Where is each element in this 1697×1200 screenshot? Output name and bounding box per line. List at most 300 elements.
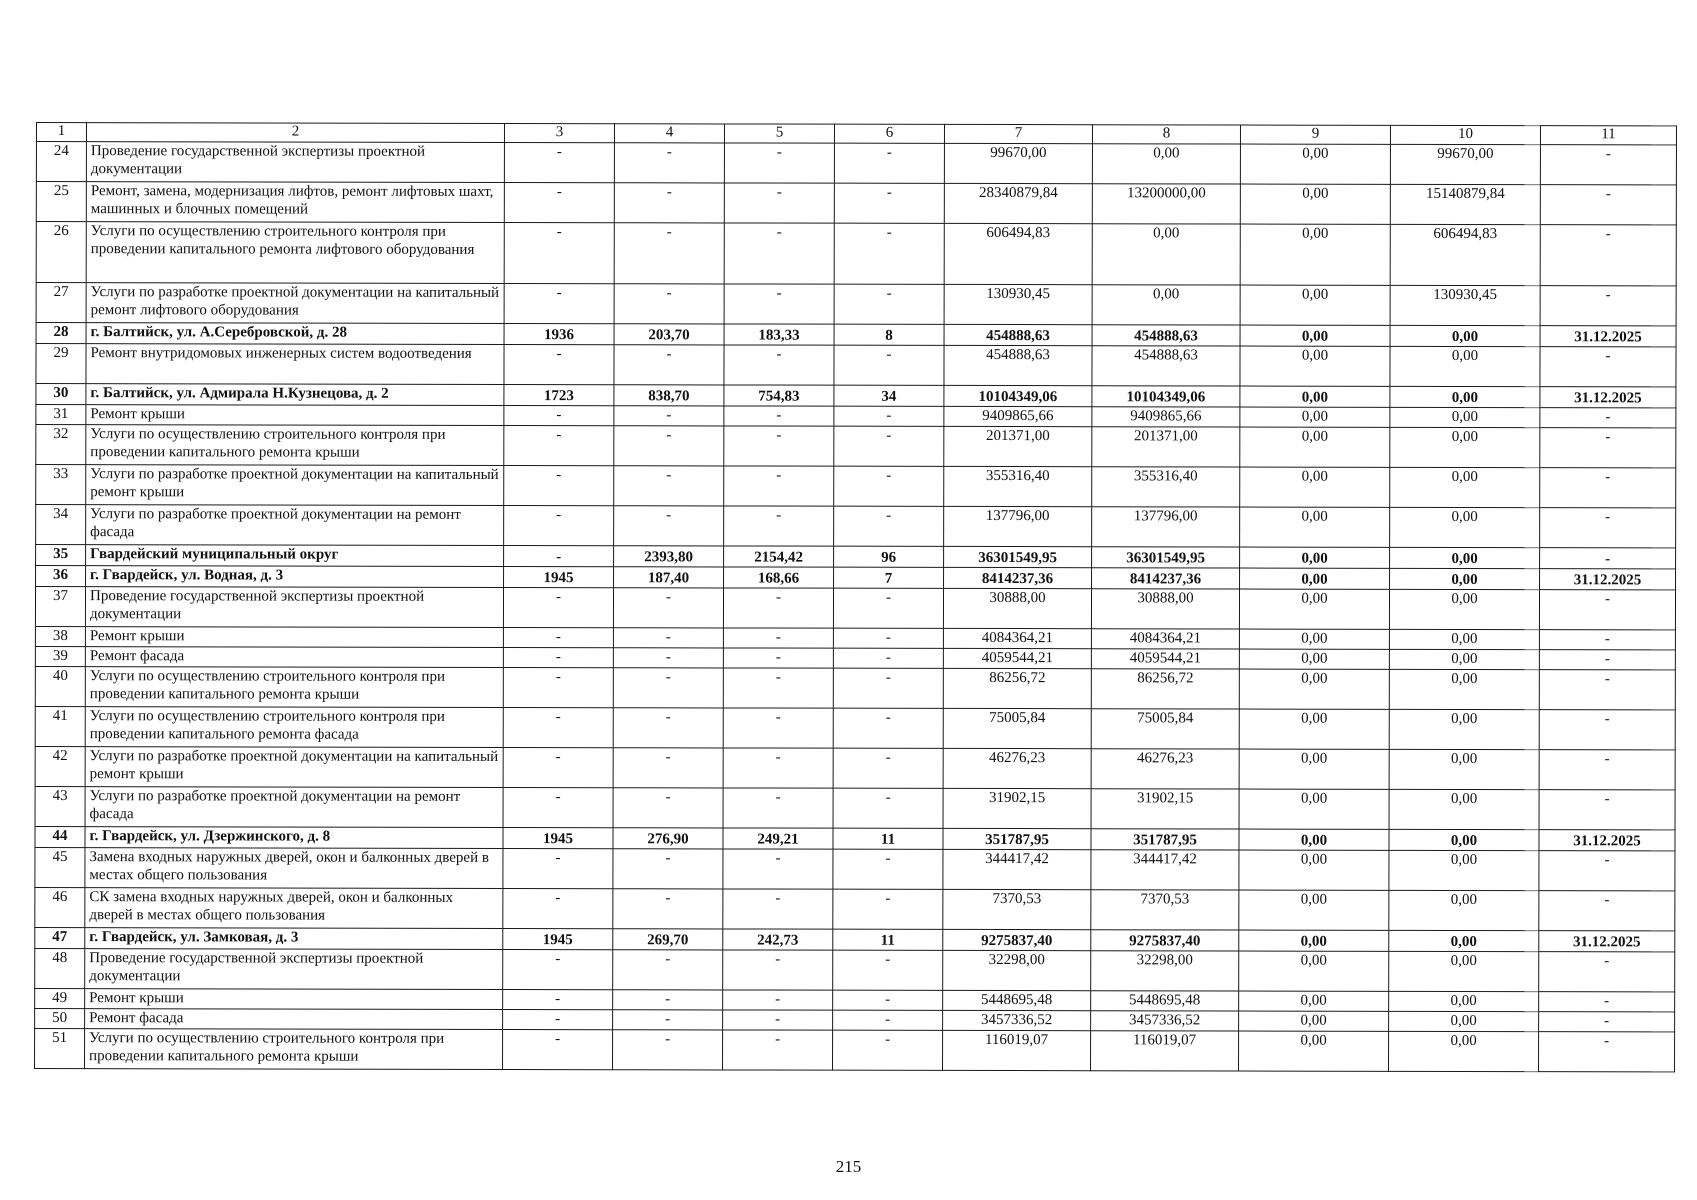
work-name-cell: Проведение государственной экспертизы проектной документации xyxy=(85,949,503,990)
living-area-cell: - xyxy=(723,1030,833,1070)
total-cost-cell: 201371,00 xyxy=(944,426,1092,466)
living-area-cell: - xyxy=(724,506,834,546)
living-area-cell: - xyxy=(724,284,834,324)
header-cell: 11 xyxy=(1540,126,1676,145)
total-cost-cell: 5448695,48 xyxy=(943,990,1091,1010)
work-name-cell: Услуги по осуществлению строительного контроля при проведении капитального ремонта крыши xyxy=(85,667,503,708)
work-name-cell: г. Гвардейск, ул. Водная, д. 3 xyxy=(86,566,504,588)
build-year-cell: - xyxy=(503,707,613,747)
build-year-cell: 1723 xyxy=(504,384,614,405)
total-cost-cell: 454888,63 xyxy=(944,324,1092,345)
total-area-cell: - xyxy=(613,889,723,929)
row-number-cell: 49 xyxy=(35,988,85,1008)
total-cost-cell: 4059544,21 xyxy=(943,648,1091,668)
build-year-cell: - xyxy=(504,283,614,323)
work-name-cell: г. Гвардейск, ул. Дзержинского, д. 8 xyxy=(85,827,503,849)
budget-amount-cell: 0,00 xyxy=(1239,629,1389,649)
row-number-cell: 46 xyxy=(35,887,85,927)
fund-amount-cell: 10104349,06 xyxy=(1092,386,1240,407)
header-cell: 8 xyxy=(1092,125,1240,144)
budget-amount-cell: 0,00 xyxy=(1239,749,1389,789)
build-year-cell: - xyxy=(504,465,614,505)
owners-amount-cell: 0,00 xyxy=(1390,427,1540,467)
deadline-cell: - xyxy=(1539,952,1675,992)
owners-amount-cell: 99670,00 xyxy=(1390,144,1540,184)
row-number-cell: 29 xyxy=(36,344,86,384)
work-name-cell: Гвардейский муниципальный округ xyxy=(86,545,504,567)
table-row xyxy=(35,746,1675,789)
deadline-cell: - xyxy=(1540,508,1676,548)
owners-amount-cell: 0,00 xyxy=(1389,991,1539,1011)
living-area-cell: - xyxy=(723,708,833,748)
residents-count-cell: - xyxy=(834,143,944,183)
deadline-cell: - xyxy=(1540,408,1676,428)
table-row xyxy=(36,222,1676,286)
build-year-cell: - xyxy=(504,505,614,545)
fund-amount-cell: 4059544,21 xyxy=(1091,649,1239,669)
owners-amount-cell: 0,00 xyxy=(1389,789,1539,829)
table-row xyxy=(35,847,1675,890)
row-number-cell: 42 xyxy=(35,746,85,786)
row-number-cell: 44 xyxy=(35,826,85,847)
residents-count-cell: - xyxy=(834,284,944,324)
total-cost-cell: 36301549,95 xyxy=(944,546,1092,567)
owners-amount-cell: 0,00 xyxy=(1389,1031,1539,1071)
build-year-cell: - xyxy=(503,888,613,928)
deadline-cell: 31.12.2025 xyxy=(1539,830,1675,851)
deadline-cell: - xyxy=(1539,992,1675,1012)
fund-amount-cell: 0,00 xyxy=(1092,144,1240,184)
header-cell: 4 xyxy=(614,124,724,143)
owners-amount-cell: 0,00 xyxy=(1390,547,1540,568)
build-year-cell: - xyxy=(504,142,614,182)
total-area-cell: - xyxy=(613,1010,723,1030)
row-number-cell: 36 xyxy=(36,566,86,587)
total-area-cell: - xyxy=(613,708,723,748)
total-cost-cell: 454888,63 xyxy=(944,345,1092,385)
budget-amount-cell: 0,00 xyxy=(1239,951,1389,991)
total-cost-cell: 7370,53 xyxy=(943,889,1091,929)
header-cell: 7 xyxy=(944,124,1092,143)
total-area-cell: - xyxy=(613,1030,723,1070)
work-name-cell: Услуги по разработке проектной документации на капитальный ремонт лифтового оборудования xyxy=(86,283,504,324)
residents-count-cell: - xyxy=(833,628,943,648)
living-area-cell: - xyxy=(724,183,834,223)
fund-amount-cell: 355316,40 xyxy=(1092,467,1240,507)
fund-amount-cell: 5448695,48 xyxy=(1091,991,1239,1011)
owners-amount-cell: 0,00 xyxy=(1389,829,1539,850)
fund-amount-cell: 7370,53 xyxy=(1091,890,1239,930)
fund-amount-cell: 32298,00 xyxy=(1091,951,1239,991)
work-name-cell: г. Балтийск, ул. А.Серебровской, д. 28 xyxy=(86,323,504,345)
row-number-cell: 25 xyxy=(36,182,86,222)
living-area-cell: - xyxy=(723,849,833,889)
row-number-cell: 24 xyxy=(36,142,86,182)
total-area-cell: 2393,80 xyxy=(614,546,724,567)
header-cell: 3 xyxy=(504,123,614,142)
owners-amount-cell: 0,00 xyxy=(1389,589,1539,629)
header-cell: 1 xyxy=(36,123,86,142)
owners-amount-cell: 0,00 xyxy=(1389,649,1539,669)
total-area-cell: - xyxy=(614,143,724,183)
residents-count-cell: - xyxy=(833,990,943,1010)
work-name-cell: Ремонт крыши xyxy=(86,405,504,426)
residents-count-cell: - xyxy=(834,345,944,385)
total-cost-cell: 8414237,36 xyxy=(944,567,1092,588)
build-year-cell: - xyxy=(503,647,613,667)
owners-amount-cell: 0,00 xyxy=(1389,890,1539,930)
deadline-cell: - xyxy=(1539,630,1675,650)
build-year-cell: - xyxy=(504,182,614,222)
total-cost-cell: 30888,00 xyxy=(943,588,1091,628)
table-row xyxy=(36,425,1676,468)
fund-amount-cell: 454888,63 xyxy=(1092,325,1240,346)
fund-amount-cell: 3457336,52 xyxy=(1091,1011,1239,1031)
fund-amount-cell: 116019,07 xyxy=(1091,1031,1239,1071)
header-cell: 9 xyxy=(1240,125,1390,144)
residents-count-cell: - xyxy=(833,1030,943,1070)
fund-amount-cell: 13200000,00 xyxy=(1092,184,1240,224)
fund-amount-cell: 351787,95 xyxy=(1091,829,1239,850)
residents-count-cell: - xyxy=(834,466,944,506)
work-name-cell: Ремонт внутридомовых инженерных систем водоотведения xyxy=(86,344,504,385)
total-area-cell: 269,70 xyxy=(613,929,723,950)
row-number-cell: 31 xyxy=(36,405,86,425)
budget-amount-cell: 0,00 xyxy=(1240,224,1390,285)
total-area-cell: 187,40 xyxy=(614,567,724,588)
total-cost-cell: 46276,23 xyxy=(943,748,1091,788)
budget-amount-cell: 0,00 xyxy=(1239,890,1389,930)
row-number-cell: 40 xyxy=(35,666,85,706)
row-number-cell: 37 xyxy=(35,587,85,627)
owners-amount-cell: 0,00 xyxy=(1390,346,1540,386)
owners-amount-cell: 0,00 xyxy=(1390,568,1540,589)
total-cost-cell: 9409865,66 xyxy=(944,406,1092,426)
build-year-cell: - xyxy=(503,787,613,827)
fund-amount-cell: 4084364,21 xyxy=(1091,629,1239,649)
budget-amount-cell: 0,00 xyxy=(1240,427,1390,467)
table-body xyxy=(35,123,1677,1072)
row-number-cell: 39 xyxy=(35,646,85,666)
budget-amount-cell: 0,00 xyxy=(1239,930,1389,951)
owners-amount-cell: 0,00 xyxy=(1389,930,1539,951)
table-row xyxy=(35,887,1675,930)
deadline-cell: - xyxy=(1539,851,1675,891)
work-name-cell: Замена входных наружных дверей, окон и балконных дверей в местах общего пользования xyxy=(85,848,503,889)
owners-amount-cell: 0,00 xyxy=(1389,951,1539,991)
repair-program-table xyxy=(34,122,1677,1072)
row-number-cell: 27 xyxy=(36,283,86,323)
deadline-cell: - xyxy=(1539,1032,1675,1072)
build-year-cell: - xyxy=(503,587,613,627)
build-year-cell: - xyxy=(503,949,613,989)
deadline-cell: - xyxy=(1539,891,1675,931)
living-area-cell: - xyxy=(724,223,834,284)
fund-amount-cell: 86256,72 xyxy=(1091,669,1239,709)
owners-amount-cell: 0,00 xyxy=(1390,467,1540,507)
work-name-cell: г. Балтийск, ул. Адмирала Н.Кузнецова, д. 2 xyxy=(86,384,504,406)
table-row xyxy=(35,666,1675,709)
total-area-cell: - xyxy=(613,788,723,828)
build-year-cell: - xyxy=(504,545,614,566)
fund-amount-cell: 9275837,40 xyxy=(1091,930,1239,951)
residents-count-cell: 34 xyxy=(834,385,944,406)
living-area-cell: - xyxy=(723,1010,833,1030)
deadline-cell: 31.12.2025 xyxy=(1539,931,1675,952)
deadline-cell: - xyxy=(1540,468,1676,508)
work-name-cell: СК замена входных наружных дверей, окон и балконных дверей в местах общего пользования xyxy=(85,888,503,929)
total-area-cell: - xyxy=(614,406,724,426)
work-name-cell: Услуги по разработке проектной документации на ремонт фасада xyxy=(85,787,503,828)
living-area-cell: - xyxy=(724,406,834,426)
fund-amount-cell: 46276,23 xyxy=(1091,749,1239,789)
living-area-cell: - xyxy=(723,950,833,990)
fund-amount-cell: 201371,00 xyxy=(1092,427,1240,467)
living-area-cell: - xyxy=(723,588,833,628)
total-area-cell: - xyxy=(613,849,723,889)
row-number-cell: 47 xyxy=(35,927,85,948)
total-area-cell: - xyxy=(614,426,724,466)
owners-amount-cell: 15140879,84 xyxy=(1390,184,1540,224)
total-area-cell: - xyxy=(614,345,724,385)
row-number-cell: 48 xyxy=(35,948,85,988)
deadline-cell: - xyxy=(1539,750,1675,790)
row-number-cell: 34 xyxy=(36,505,86,545)
total-area-cell: - xyxy=(614,466,724,506)
total-cost-cell: 99670,00 xyxy=(944,143,1092,183)
build-year-cell: 1945 xyxy=(503,827,613,848)
budget-amount-cell: 0,00 xyxy=(1240,507,1390,547)
total-area-cell: - xyxy=(613,588,723,628)
total-area-cell: 838,70 xyxy=(614,385,724,406)
residents-count-cell: - xyxy=(834,426,944,466)
fund-amount-cell: 30888,00 xyxy=(1091,589,1239,629)
table-row xyxy=(36,182,1676,225)
total-area-cell: - xyxy=(613,628,723,648)
deadline-cell: - xyxy=(1540,185,1676,225)
work-name-cell: Услуги по разработке проектной документации на капитальный ремонт крыши xyxy=(85,747,503,788)
row-number-cell: 51 xyxy=(35,1028,85,1068)
owners-amount-cell: 606494,83 xyxy=(1390,224,1540,285)
budget-amount-cell: 0,00 xyxy=(1239,589,1389,629)
work-name-cell: Ремонт крыши xyxy=(85,989,503,1010)
owners-amount-cell: 0,00 xyxy=(1389,709,1539,749)
header-cell: 10 xyxy=(1390,125,1540,144)
deadline-cell: - xyxy=(1539,710,1675,750)
fund-amount-cell: 36301549,95 xyxy=(1092,547,1240,568)
living-area-cell: - xyxy=(723,788,833,828)
total-cost-cell: 116019,07 xyxy=(943,1030,1091,1070)
total-cost-cell: 86256,72 xyxy=(943,668,1091,708)
total-cost-cell: 3457336,52 xyxy=(943,1010,1091,1030)
build-year-cell: - xyxy=(503,667,613,707)
work-name-cell: Проведение государственной экспертизы проектной документации xyxy=(86,142,504,183)
work-name-cell: Ремонт фасада xyxy=(85,647,503,668)
residents-count-cell: - xyxy=(833,849,943,889)
build-year-cell: - xyxy=(503,848,613,888)
owners-amount-cell: 0,00 xyxy=(1390,507,1540,547)
work-name-cell: Услуги по разработке проектной документации на ремонт фасада xyxy=(86,505,504,546)
living-area-cell: - xyxy=(723,668,833,708)
residents-count-cell: 7 xyxy=(834,567,944,588)
living-area-cell: 2154,42 xyxy=(724,546,834,567)
build-year-cell: - xyxy=(504,405,614,425)
owners-amount-cell: 0,00 xyxy=(1389,669,1539,709)
living-area-cell: - xyxy=(723,889,833,929)
work-name-cell: Услуги по осуществлению строительного контроля при проведении капитального ремонта лифтового оборудования xyxy=(86,222,504,284)
total-cost-cell: 355316,40 xyxy=(944,466,1092,506)
row-number-cell: 38 xyxy=(35,626,85,646)
total-cost-cell: 75005,84 xyxy=(943,708,1091,748)
fund-amount-cell: 31902,15 xyxy=(1091,789,1239,829)
living-area-cell: - xyxy=(723,990,833,1010)
deadline-cell: - xyxy=(1539,1012,1675,1032)
work-name-cell: Услуги по разработке проектной документации на капитальный ремонт крыши xyxy=(86,465,504,506)
living-area-cell: 168,66 xyxy=(724,567,834,588)
total-area-cell: 203,70 xyxy=(614,324,724,345)
deadline-cell: - xyxy=(1539,650,1675,670)
owners-amount-cell: 0,00 xyxy=(1389,1011,1539,1031)
work-name-cell: Ремонт, замена, модернизация лифтов, ремонт лифтовых шахт, машинных и блочных помещений xyxy=(86,182,504,223)
total-cost-cell: 351787,95 xyxy=(943,828,1091,849)
total-cost-cell: 28340879,84 xyxy=(944,183,1092,223)
residents-count-cell: 8 xyxy=(834,324,944,345)
header-cell: 6 xyxy=(834,124,944,143)
table-row xyxy=(36,505,1676,548)
deadline-cell: - xyxy=(1539,790,1675,830)
work-name-cell: г. Гвардейск, ул. Замковая, д. 3 xyxy=(85,928,503,950)
work-name-cell: Услуги по осуществлению строительного контроля при проведении капитального ремонта крыши xyxy=(86,425,504,466)
owners-amount-cell: 0,00 xyxy=(1389,850,1539,890)
total-cost-cell: 32298,00 xyxy=(943,950,1091,990)
work-name-cell: Ремонт крыши xyxy=(85,627,503,648)
build-year-cell: - xyxy=(503,1029,613,1069)
deadline-cell: - xyxy=(1540,145,1676,185)
residents-count-cell: - xyxy=(834,406,944,426)
build-year-cell: - xyxy=(504,344,614,384)
deadline-cell: - xyxy=(1540,548,1676,569)
total-area-cell: - xyxy=(613,648,723,668)
table-row xyxy=(36,344,1676,387)
fund-amount-cell: 454888,63 xyxy=(1092,346,1240,386)
build-year-cell: 1945 xyxy=(504,566,614,587)
total-cost-cell: 137796,00 xyxy=(944,506,1092,546)
budget-amount-cell: 0,00 xyxy=(1240,568,1390,589)
total-area-cell: - xyxy=(614,183,724,223)
budget-amount-cell: 0,00 xyxy=(1239,850,1389,890)
living-area-cell: - xyxy=(724,345,834,385)
total-cost-cell: 606494,83 xyxy=(944,223,1092,284)
residents-count-cell: - xyxy=(833,1010,943,1030)
living-area-cell: - xyxy=(723,748,833,788)
fund-amount-cell: 0,00 xyxy=(1092,224,1240,285)
total-area-cell: - xyxy=(613,990,723,1010)
residents-count-cell: - xyxy=(833,708,943,748)
owners-amount-cell: 0,00 xyxy=(1389,629,1539,649)
budget-amount-cell: 0,00 xyxy=(1240,285,1390,325)
work-name-cell: Услуги по осуществлению строительного контроля при проведении капитального ремонта фасада xyxy=(85,707,503,748)
living-area-cell: 242,73 xyxy=(723,929,833,950)
build-year-cell: 1945 xyxy=(503,928,613,949)
residents-count-cell: 11 xyxy=(833,828,943,849)
work-name-cell: Проведение государственной экспертизы проектной документации xyxy=(85,587,503,628)
owners-amount-cell: 0,00 xyxy=(1390,386,1540,407)
budget-amount-cell: 0,00 xyxy=(1239,829,1389,850)
deadline-cell: - xyxy=(1540,347,1676,387)
residents-count-cell: - xyxy=(833,950,943,990)
budget-amount-cell: 0,00 xyxy=(1240,547,1390,568)
page-number: 215 xyxy=(835,1157,862,1176)
budget-amount-cell: 0,00 xyxy=(1240,346,1390,386)
build-year-cell: - xyxy=(504,425,614,465)
deadline-cell: 31.12.2025 xyxy=(1540,387,1676,408)
row-number-cell: 30 xyxy=(36,384,86,405)
total-area-cell: - xyxy=(614,506,724,546)
budget-amount-cell: 0,00 xyxy=(1239,1031,1389,1071)
work-name-cell: Услуги по осуществлению строительного контроля при проведении капитального ремонта крыши xyxy=(85,1029,503,1070)
budget-amount-cell: 0,00 xyxy=(1239,991,1389,1011)
header-cell: 2 xyxy=(86,123,504,143)
deadline-cell: 31.12.2025 xyxy=(1540,569,1676,590)
residents-count-cell: - xyxy=(833,588,943,628)
row-number-cell: 28 xyxy=(36,323,86,344)
living-area-cell: 183,33 xyxy=(724,324,834,345)
residents-count-cell: - xyxy=(834,183,944,223)
build-year-cell: 1936 xyxy=(504,323,614,344)
work-name-cell: Ремонт фасада xyxy=(85,1009,503,1030)
budget-amount-cell: 0,00 xyxy=(1239,649,1389,669)
row-number-cell: 33 xyxy=(36,465,86,505)
build-year-cell: - xyxy=(503,989,613,1009)
table-row xyxy=(35,706,1675,749)
fund-amount-cell: 0,00 xyxy=(1092,285,1240,325)
living-area-cell: 249,21 xyxy=(723,828,833,849)
residents-count-cell: - xyxy=(834,506,944,546)
deadline-cell: - xyxy=(1540,286,1676,326)
budget-amount-cell: 0,00 xyxy=(1240,184,1390,224)
build-year-cell: - xyxy=(503,1009,613,1029)
header-cell: 5 xyxy=(724,124,834,143)
residents-count-cell: - xyxy=(833,648,943,668)
living-area-cell: - xyxy=(724,143,834,183)
residents-count-cell: - xyxy=(833,748,943,788)
row-number-cell: 43 xyxy=(35,786,85,826)
total-area-cell: - xyxy=(613,748,723,788)
total-cost-cell: 10104349,06 xyxy=(944,385,1092,406)
budget-amount-cell: 0,00 xyxy=(1239,709,1389,749)
living-area-cell: - xyxy=(723,628,833,648)
total-cost-cell: 344417,42 xyxy=(943,849,1091,889)
total-area-cell: 276,90 xyxy=(613,828,723,849)
build-year-cell: - xyxy=(503,747,613,787)
table-row xyxy=(35,587,1675,630)
table-row xyxy=(35,786,1675,829)
row-number-cell: 26 xyxy=(36,222,86,283)
fund-amount-cell: 8414237,36 xyxy=(1092,568,1240,589)
total-cost-cell: 9275837,40 xyxy=(943,929,1091,950)
row-number-cell: 41 xyxy=(35,706,85,746)
budget-amount-cell: 0,00 xyxy=(1239,669,1389,709)
living-area-cell: - xyxy=(723,648,833,668)
budget-amount-cell: 0,00 xyxy=(1240,325,1390,346)
fund-amount-cell: 344417,42 xyxy=(1091,850,1239,890)
total-area-cell: - xyxy=(613,950,723,990)
total-cost-cell: 130930,45 xyxy=(944,284,1092,324)
build-year-cell: - xyxy=(503,627,613,647)
table-row xyxy=(35,948,1675,991)
owners-amount-cell: 0,00 xyxy=(1389,749,1539,789)
total-area-cell: - xyxy=(614,284,724,324)
